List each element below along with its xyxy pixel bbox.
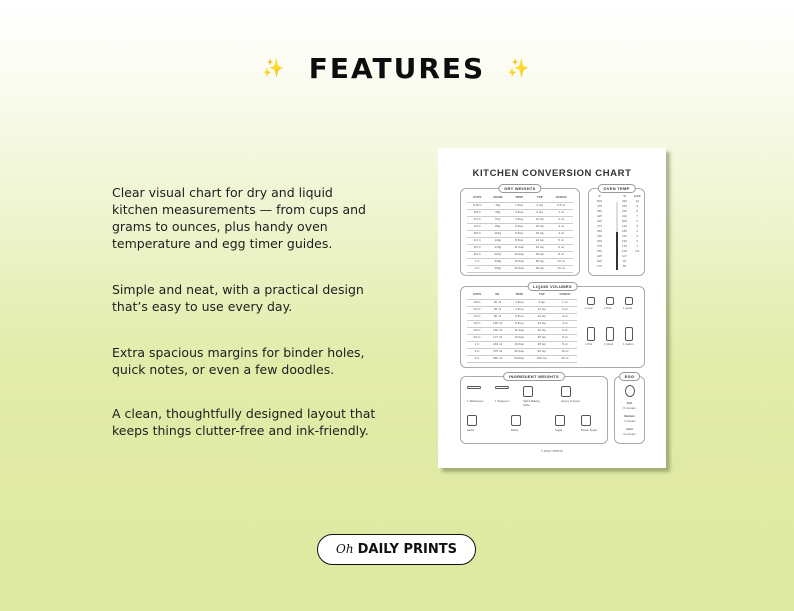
table-cell: 142g [487, 237, 508, 244]
table-row [467, 216, 573, 223]
table-cell: 60 ml [487, 306, 508, 313]
table-row [467, 313, 577, 320]
column-header: TSP [531, 292, 553, 299]
sparkle-icon: ✨ [507, 58, 532, 79]
table-cell: 1 oz [553, 299, 577, 306]
temperature-value: 3 [636, 234, 639, 238]
temperature-value: 80 [622, 264, 627, 268]
section-label: INGREDIENT WEIGHTS [503, 372, 565, 381]
temperature-value: 220 [622, 214, 628, 218]
table-cell: 1/4 C [467, 216, 487, 223]
table-cell: 6 tbsp [508, 230, 530, 237]
table-row [467, 209, 573, 216]
table-cell: 1/8 C [467, 299, 487, 306]
milk-bottle-icon [625, 327, 633, 341]
temperature-value: 425 [597, 214, 603, 218]
oven-temp-section [588, 188, 645, 276]
table-cell: 11 tbsp [508, 327, 530, 334]
temperature-value: 1 [636, 244, 639, 248]
table-row [467, 348, 577, 355]
egg-level-label: Hard [626, 427, 633, 431]
column-header: TBSP [508, 292, 530, 299]
liquid-volumes-table [467, 292, 577, 363]
table-cell: 6 tsp [530, 209, 549, 216]
table-row [467, 258, 573, 265]
temperature-value: 325 [597, 234, 603, 238]
dry-weights-section [460, 188, 580, 276]
table-cell: 0.5 oz [549, 202, 573, 209]
table-cell: 240 ml [487, 341, 508, 348]
table-cell: 2 oz [549, 216, 573, 223]
table-cell: 2 tbsp [508, 209, 530, 216]
ingredient-label: 1 Teaspoon [495, 399, 510, 403]
logo-prefix: Oh [336, 542, 354, 556]
table-cell: 2 oz [553, 306, 577, 313]
logo-name: DAILY PRINTS [357, 542, 457, 557]
table-cell: 1/2 C [467, 320, 487, 327]
table-cell: 170g [487, 244, 508, 251]
temperature-value: 120 [622, 249, 628, 253]
temperature-value: 225 [597, 254, 603, 258]
table-cell: 32 tbsp [508, 265, 530, 272]
table-cell: 57g [487, 216, 508, 223]
ingredient-weights-section [460, 376, 608, 444]
table-cell: 2/3 C [467, 327, 487, 334]
table-cell: 12 tbsp [508, 251, 530, 258]
egg-time: 7 minutes [623, 418, 636, 423]
table-cell: 5 oz [553, 327, 577, 334]
table-header-row [467, 292, 577, 299]
column-header: GAS [634, 194, 641, 198]
table-cell: 32 tsp [531, 327, 553, 334]
table-cell: 24 tsp [530, 237, 549, 244]
table-cell: 1/4 C [467, 306, 487, 313]
table-cell: 32 oz [553, 355, 577, 362]
conversion-chart-preview [438, 148, 666, 468]
table-row [467, 327, 577, 334]
table-row [467, 355, 577, 362]
table-cell: 64 tbsp [508, 355, 530, 362]
honey-jar-icon [561, 386, 571, 397]
table-row [467, 223, 573, 230]
temperature-value: 9 [636, 204, 639, 208]
liquid-volumes-section [460, 286, 645, 368]
table-cell: 8 tbsp [508, 237, 530, 244]
section-label: OVEN TEMP [597, 184, 635, 193]
temperature-value: 175 [597, 264, 603, 268]
table-cell: 48 tsp [530, 258, 549, 265]
table-cell: 1/2 C [467, 237, 487, 244]
egg-section [614, 376, 645, 444]
table-row [467, 320, 577, 327]
table-cell: 12 tbsp [508, 334, 530, 341]
temperature-value: 180 [622, 229, 628, 233]
ingredient-label: Sugar [555, 428, 563, 432]
temperature-value: 135 [622, 244, 628, 248]
temperature-value: 375 [597, 224, 603, 228]
temperature-value: 230 [622, 209, 628, 213]
table-cell: 1 oz [549, 209, 573, 216]
table-row [467, 299, 577, 306]
table-cell: 36 tsp [531, 334, 553, 341]
table-cell: 80 ml [487, 313, 508, 320]
table-cell: 5 tbsp [508, 223, 530, 230]
column-header: ML [487, 292, 508, 299]
table-row [467, 334, 577, 341]
volume-label: 1 Quart [604, 342, 614, 346]
temperature-value: 500 [597, 199, 603, 203]
temperature-value: 250 [597, 249, 603, 253]
table-cell: 3/4 C [467, 251, 487, 258]
title-text: FEATURES [308, 52, 486, 85]
table-cell: 340g [487, 258, 508, 265]
column-header: CUPS [467, 195, 487, 202]
table-cell: 1 tbsp [508, 202, 530, 209]
table-cell: 16 oz [549, 265, 573, 272]
ingredient-label: Honey & Syrup [561, 399, 580, 403]
table-cell: 160 ml [487, 327, 508, 334]
table-cell: 3/4 C [467, 334, 487, 341]
egg-level-label: Medium [624, 414, 635, 418]
temperature-value: 6 [636, 219, 639, 223]
temperature-value: 4 [636, 229, 639, 233]
table-cell: 16 oz [553, 348, 577, 355]
table-cell: 8 oz [553, 341, 577, 348]
table-cell: 4 tbsp [508, 216, 530, 223]
table-cell: 4 oz [553, 320, 577, 327]
temperature-value: 475 [597, 204, 603, 208]
table-header-row [467, 195, 573, 202]
temperature-value: 260 [622, 199, 628, 203]
table-cell: 227g [487, 251, 508, 258]
table-cell: 30 ml [487, 299, 508, 306]
brand-logo [317, 534, 476, 565]
celsius-column [622, 194, 627, 269]
temperature-value: 2 [636, 239, 639, 243]
table-row [467, 341, 577, 348]
table-cell: 32 tsp [530, 244, 549, 251]
table-cell: 3 oz [553, 313, 577, 320]
measuring-cup-icon [587, 297, 595, 305]
temperature-value: 350 [597, 229, 603, 233]
fahrenheit-column [597, 194, 602, 269]
table-row [467, 265, 573, 272]
table-cell: 113g [487, 230, 508, 237]
table-cell: 32 tbsp [508, 348, 530, 355]
table-row [467, 237, 573, 244]
table-cell: 15g [487, 202, 508, 209]
volume-label: 1 Pint [604, 306, 612, 310]
table-cell: 1 C [467, 341, 487, 348]
table-cell: 5 tbsp [508, 313, 530, 320]
table-cell: 2 C [467, 348, 487, 355]
table-cell: 177 ml [487, 334, 508, 341]
volume-label: 1 Quart [623, 306, 633, 310]
table-cell: 1/3 C [467, 313, 487, 320]
egg-level-label: Soft [626, 401, 633, 405]
section-label: LIQUID VOLUMES [527, 282, 578, 291]
table-cell: 950 ml [487, 355, 508, 362]
column-header: TBSP [508, 195, 530, 202]
brown-sugar-icon [581, 415, 591, 426]
table-cell: 1/8 C [467, 209, 487, 216]
temperature-value: 300 [597, 239, 603, 243]
table-cell: 3 tsp [530, 202, 549, 209]
table-cell: 6 tsp [531, 299, 553, 306]
table-cell: 12 tsp [530, 216, 549, 223]
measuring-cup-icon [625, 297, 633, 305]
table-cell: 96 tsp [531, 348, 553, 355]
table-cell: 6 oz [553, 334, 577, 341]
table-cell: 18 tsp [530, 230, 549, 237]
table-cell: 192 tsp [531, 355, 553, 362]
column-header: °F [597, 194, 602, 198]
table-cell: 24 tsp [531, 320, 553, 327]
temperature-value: 107 [622, 254, 628, 258]
table-cell: 11 tbsp [508, 244, 530, 251]
temperature-value: 275 [597, 244, 603, 248]
ingredient-label: Salt & Baking Soda [523, 399, 540, 407]
temperature-value: 200 [597, 259, 603, 263]
sparkle-icon: ✨ [262, 58, 287, 79]
column-header: GRAM [487, 195, 508, 202]
table-cell: 2 tbsp [508, 299, 530, 306]
table-row [467, 244, 573, 251]
gas-column [634, 194, 641, 254]
table-cell: 2 C [467, 265, 487, 272]
temperature-value: 205 [622, 219, 628, 223]
table-cell: 48 tsp [531, 341, 553, 348]
volume-label: 1 Cup [585, 306, 593, 310]
table-cell: 16 tbsp [508, 258, 530, 265]
column-header: °C [622, 194, 627, 198]
feature-text: Clear visual chart for dry and liquid kitchen measurements — from cups and grams to ounces, plus handy oven temperature and egg timer guides. [112, 185, 366, 251]
column-header: OUNCE [549, 195, 573, 202]
table-cell: 4 oz [549, 230, 573, 237]
table-cell: 16 tbsp [508, 341, 530, 348]
temperature-value: 150 [622, 239, 628, 243]
table-cell: 16 tsp [530, 223, 549, 230]
ingredient-label: Brown Sugar [581, 428, 598, 432]
temperature-value: 10 [635, 199, 639, 203]
butter-icon [511, 415, 521, 426]
temperature-value: 5 [636, 224, 639, 228]
milk-bottle-icon [587, 327, 595, 341]
table-cell: 8 tbsp [508, 320, 530, 327]
section-label: EGG [619, 372, 641, 381]
volume-label: 1 Pint [585, 342, 593, 346]
table-cell: 120 ml [487, 320, 508, 327]
table-cell: 3/8 C [467, 230, 487, 237]
table-cell: 12 oz [549, 258, 573, 265]
temperature-value: 93 [622, 259, 627, 263]
sugar-jar-icon [555, 415, 565, 426]
column-header: TSP [530, 195, 549, 202]
salt-shaker-icon [523, 386, 533, 397]
table-cell: 4 tbsp [508, 306, 530, 313]
page-title [0, 52, 794, 85]
ingredient-label: 1 Tablespoon [467, 399, 484, 403]
table-cell: 3 oz [549, 223, 573, 230]
temperature-value: 165 [622, 234, 628, 238]
table-cell: 16 tsp [531, 313, 553, 320]
table-row [467, 251, 573, 258]
egg-icon [625, 385, 635, 397]
chart-title: KITCHEN CONVERSION CHART [472, 168, 632, 179]
column-header: CUPS [467, 292, 487, 299]
temperature-value: 450 [597, 209, 603, 213]
table-cell: 454g [487, 265, 508, 272]
table-row [467, 230, 573, 237]
table-cell: 6 oz [549, 244, 573, 251]
temperature-value: 245 [622, 204, 628, 208]
volume-label: 1 Gallon [623, 342, 634, 346]
table-cell: 8 oz [549, 251, 573, 258]
column-header: OUNCE [553, 292, 577, 299]
table-cell: 12 tsp [531, 306, 553, 313]
herb-leaves-icon [467, 415, 477, 426]
table-cell: 475 ml [487, 348, 508, 355]
ingredient-label: Herbs [467, 428, 475, 432]
teaspoon-icon [495, 386, 509, 389]
table-cell: 4 C [467, 355, 487, 362]
feature-text: Simple and neat, with a practical design that’s easy to use every day. [112, 282, 364, 314]
table-row [467, 306, 577, 313]
chart-footer: © DAILY PRINTS [541, 449, 563, 453]
tablespoon-icon [467, 386, 481, 389]
table-cell: 1/3 C [467, 223, 487, 230]
table-cell: 5 oz [549, 237, 573, 244]
milk-bottle-icon [606, 327, 614, 341]
feature-text: Extra spacious margins for binder holes, quick notes, or even a few doodles. [112, 345, 365, 377]
measuring-cup-icon [606, 297, 614, 305]
temperature-value: 8 [636, 209, 639, 213]
table-cell: 1/16 C [467, 202, 487, 209]
dry-weights-table [467, 195, 573, 273]
table-cell: 28g [487, 209, 508, 216]
thermometer-icon [616, 202, 618, 270]
section-label: DRY WEIGHTS [498, 184, 541, 193]
temperature-value: 400 [597, 219, 603, 223]
temperature-value: 190 [622, 224, 628, 228]
table-cell: 2/3 C [467, 244, 487, 251]
temperature-value: 1/2 [635, 249, 640, 253]
table-cell: 96 tsp [530, 265, 549, 272]
egg-time: 6 minutes [623, 405, 636, 410]
table-row [467, 202, 573, 209]
ingredient-label: Butter [511, 428, 519, 432]
table-cell: 85g [487, 223, 508, 230]
table-cell: 36 tsp [530, 251, 549, 258]
temperature-value: 7 [636, 214, 639, 218]
table-cell: 1 C [467, 258, 487, 265]
feature-text: A clean, thoughtfully designed layout that keeps things clutter-free and ink-friendly. [112, 406, 376, 438]
egg-time: 9 minutes [623, 431, 636, 436]
